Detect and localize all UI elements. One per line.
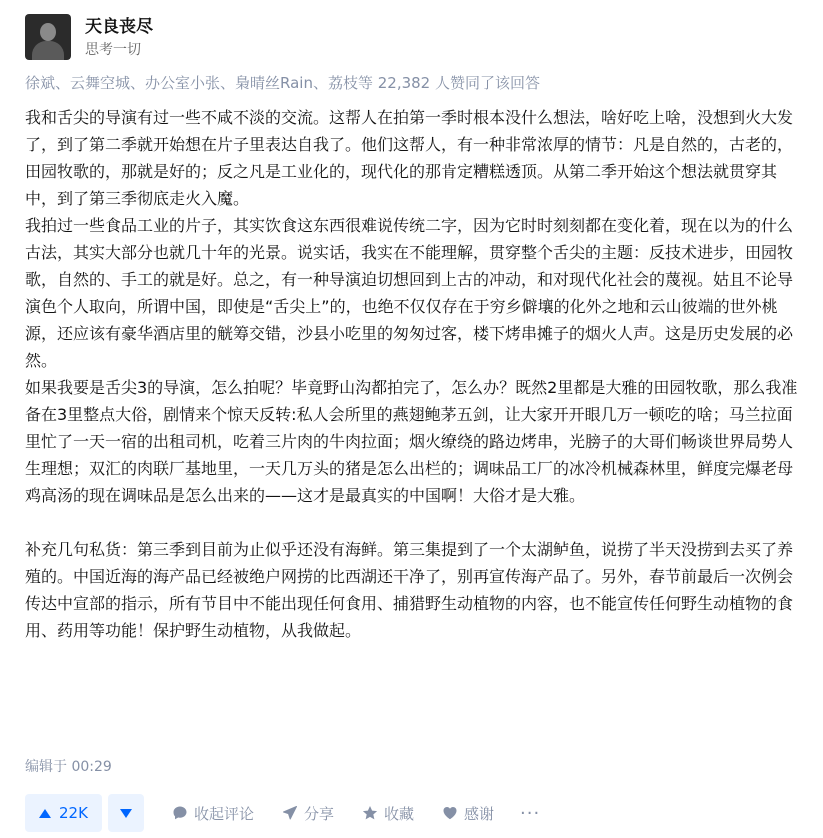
edited-time[interactable]: 编辑于 00:29 — [25, 759, 112, 775]
share-icon — [282, 805, 298, 821]
voters-line[interactable]: 徐斌、云舞空城、办公室小张、梟晴丝Rain、荔枝等 22,382 人赞同了该回答 — [25, 74, 540, 92]
upvote-icon — [39, 809, 51, 818]
collect-button[interactable] — [362, 803, 414, 824]
heart-icon — [442, 805, 458, 821]
paragraph: 我和舌尖的导演有过一些不咸不淡的交流。这帮人在拍第一季时根本没什么想法，啥好吃上啥，没想到火大发了，到了第二季就开始想在片子里表达自我了。他们这帮人，有一种非常浓厚的情节：凡是自然的，古老的，田园牧歌的，那就是好的；反之凡是工业化的，现代化的那肯定糟糕透顶。从第二季开始这个想法就贯穿其中，到了第三季彻底走火入魔。 — [25, 108, 794, 208]
thanks-label: 感谢 — [463, 804, 494, 823]
thanks-button[interactable] — [442, 803, 494, 824]
upvote-count: 22K — [59, 804, 88, 822]
answer-content — [25, 104, 805, 644]
share-label: 分享 — [303, 804, 334, 823]
action-bar — [25, 794, 540, 832]
more-icon[interactable]: ··· — [520, 802, 541, 824]
author-block — [25, 14, 153, 60]
downvote-icon — [120, 809, 132, 818]
comment-label: 收起评论 — [193, 804, 254, 823]
downvote-button[interactable] — [108, 794, 144, 832]
author-bio: 思考一切 — [85, 42, 141, 58]
comment-button[interactable] — [172, 803, 254, 824]
star-icon — [362, 805, 378, 821]
avatar[interactable] — [25, 14, 71, 60]
author-name[interactable]: 天良丧尽 — [85, 17, 153, 37]
upvote-button[interactable] — [25, 794, 102, 832]
comment-icon — [172, 805, 188, 821]
paragraph: 如果我要是舌尖3的导演，怎么拍呢？毕竟野山沟都拍完了，怎么办？既然2里都是大雅的田园牧歌，那么我准备在3里整点大俗，剧情来个惊天反转:私人会所里的燕翅鲍茅五剑，让大家开开眼几万一顿吃的啥；马兰拉面里忙了一天一宿的出租司机，吃着三片肉的牛肉拉面；烟火缭绕的路边烤串，光膀子的大哥们畅谈世界局势人生理想；双汇的肉联厂基地里，一天几万头的猪是怎么出栏的；调味品工厂的冰冷机械森林里，鲜度完爆老母鸡高汤的现在调味品是怎么出来的——这才是最真实的中国啊！大俗才是大雅。 — [25, 378, 798, 505]
paragraph: 我拍过一些食品工业的片子，其实饮食这东西很难说传统二字，因为它时时刻刻都在变化着，现在以为的什么古法，其实大部分也就几十年的光景。说实话，我实在不能理解，贯穿整个舌尖的主题：反技术进步，田园牧歌，自然的、手工的就是好。总之，有一种导演迫切想回到上古的冲动，和对现代化社会的蔑视。姑且不论导演色个人取向，所谓中国，即使是“舌尖上”的，也绝不仅仅存在于穷乡僻壤的化外之地和云山彼端的世外桃源，还应该有豪华酒店里的觥筹交错，沙县小吃里的匆匆过客，楼下烤串摊子的烟火人声。这是历史发展的必然。 — [25, 216, 794, 370]
author-info — [85, 14, 153, 60]
paragraph: 补充几句私货：第三季到目前为止似乎还没有海鲜。第三集提到了一个太湖鲈鱼，说捞了半天没捞到去买了养殖的。中国近海的海产品已经被绝户网捞的比西湖还干净了，别再宣传海产品了。另外，春节前最后一次例会传达中宣部的指示，所有节目中不能出现任何食用、捕猎野生动植物的内容，也不能宣传任何野生动植物的食用、药用等功能！保护野生动植物，从我做起。 — [25, 540, 794, 640]
share-button[interactable] — [282, 803, 334, 824]
collect-label: 收藏 — [383, 804, 414, 823]
